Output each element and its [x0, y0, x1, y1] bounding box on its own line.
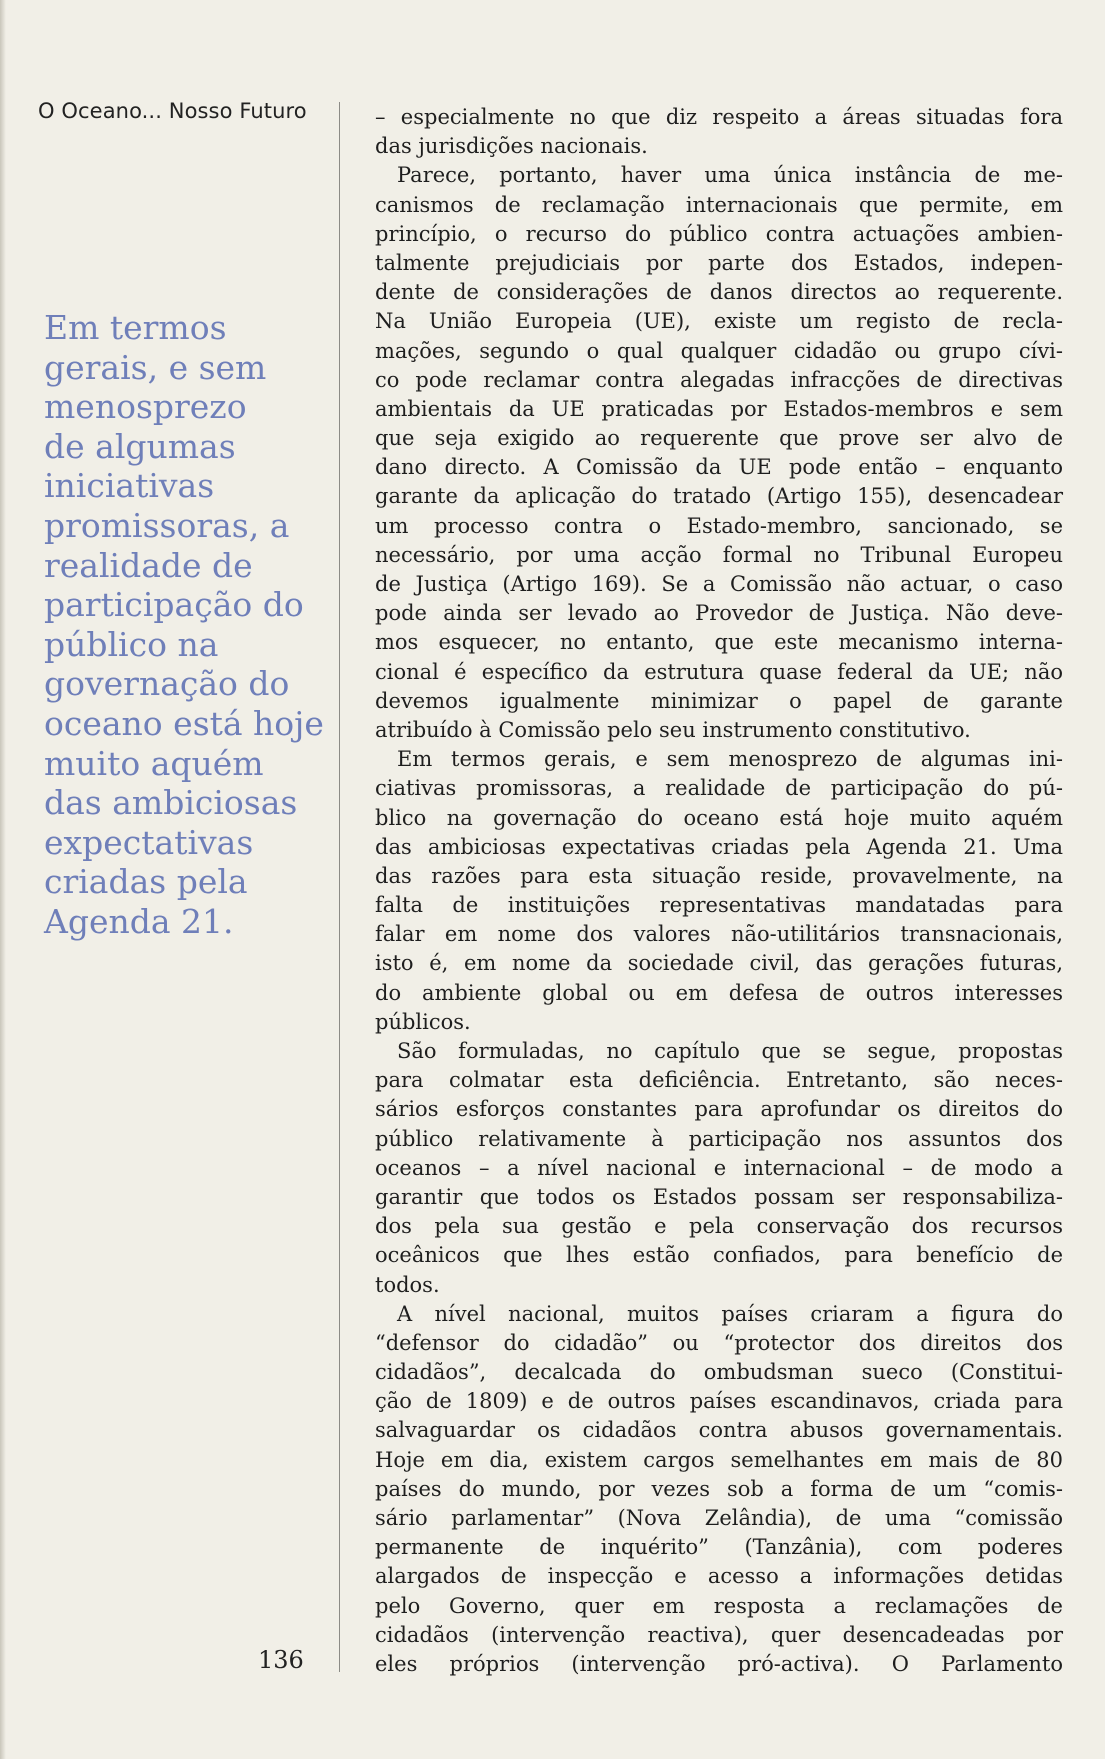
running-header: O Oceano... Nosso Futuro	[38, 99, 307, 123]
body-line: mações, segundo o qual qualquer cidadão ou grupo cívi-	[375, 338, 1063, 363]
body-line: A nível nacional, muitos países criaram a figura do	[397, 1301, 1063, 1326]
body-line: cional é específico da estrutura quase federal da UE; não	[375, 659, 1063, 684]
body-line: de Justiça (Artigo 169). Se a Comissão não actuar, o caso	[375, 572, 1063, 596]
body-line: ção de 1809) e de outros países escandinavos, criada para	[375, 1389, 1063, 1414]
body-line: “defensor do cidadão” ou “protector dos direitos dos	[375, 1330, 1063, 1355]
body-line: oceanos – a nível nacional e internacional – de modo a	[375, 1155, 1063, 1180]
body-line: oceânicos que lhes estão confiados, para benefício de	[375, 1243, 1063, 1268]
body-line: permanente de inquérito” (Tanzânia), com poderes	[375, 1535, 1063, 1560]
body-line: devemos igualmente minimizar o papel de garante	[375, 688, 1063, 713]
body-line: alargados de inspecção e acesso a informações detidas	[375, 1564, 1063, 1589]
body-line: Em termos gerais, e sem menosprezo de algumas ini-	[397, 747, 1063, 772]
body-line: Hoje em dia, existem cargos semelhantes em mais de 80	[375, 1447, 1063, 1472]
body-line: das jurisdições nacionais.	[375, 134, 648, 159]
column-divider	[339, 102, 340, 1672]
pull-quote	[44, 308, 344, 942]
pull-quote-line: expectativas	[44, 822, 254, 862]
body-line: canismos de reclamação internacionais que permite, em	[375, 192, 1063, 217]
pull-quote-line: iniciativas	[44, 466, 215, 506]
body-line: garantir que todos os Estados possam ser responsabiliza-	[375, 1184, 1063, 1209]
body-line: falta de instituições representativas mandatadas para	[375, 893, 1063, 918]
body-line: das razões para esta situação reside, provavelmente, na	[375, 863, 1063, 888]
body-line: um processo contra o Estado-membro, sancionado, se	[375, 513, 1063, 538]
body-line: que seja exigido ao requerente que prove ser alvo de	[375, 426, 1063, 451]
body-line: dos pela sua gestão e pela conservação dos recursos	[375, 1214, 1063, 1239]
body-line: cidadãos”, decalcada do ombudsman sueco (Constitui-	[375, 1360, 1063, 1385]
pull-quote-line: menosprezo	[44, 387, 247, 427]
body-line: mos esquecer, no entanto, que este mecanismo interna-	[375, 630, 1063, 655]
body-line: públicos.	[375, 1009, 471, 1034]
body-line: garante da aplicação do tratado (Artigo 155), desencadear	[375, 484, 1063, 509]
pull-quote-line: governação do	[44, 664, 290, 704]
body-line: do ambiente global ou em defesa de outros interesses	[375, 980, 1063, 1005]
body-line: sários esforços constantes para aprofundar os direitos do	[375, 1097, 1063, 1122]
pull-quote-line: Agenda 21.	[44, 901, 234, 941]
body-line: dente de considerações de danos directos ao requerente.	[375, 280, 1063, 305]
body-line: atribuído à Comissão pelo seu instrumento constitutivo.	[375, 717, 971, 742]
pull-quote-line: muito aquém	[44, 743, 264, 783]
pull-quote-line: criadas pela	[44, 862, 248, 902]
body-line: isto é, em nome da sociedade civil, das gerações futuras,	[375, 951, 1063, 976]
pull-quote-line: de algumas	[44, 426, 236, 466]
pull-quote-line: oceano está hoje	[44, 703, 324, 743]
body-line: todos.	[375, 1272, 440, 1297]
body-line: pode ainda ser levado ao Provedor de Justiça. Não deve-	[375, 601, 1063, 626]
body-line: dano directo. A Comissão da UE pode então – enquanto	[375, 455, 1063, 480]
body-line: co pode reclamar contra alegadas infracções de directivas	[375, 367, 1063, 392]
pull-quote-line: das ambiciosas	[44, 783, 298, 823]
body-line: necessário, por uma acção formal no Tribunal Europeu	[375, 542, 1063, 567]
body-line: sário parlamentar” (Nova Zelândia), de uma “comissão	[375, 1506, 1063, 1530]
body-line: público relativamente à participação nos assuntos dos	[375, 1126, 1063, 1151]
pull-quote-line: participação do	[44, 585, 304, 625]
body-line: São formuladas, no capítulo que se segue, propostas	[397, 1039, 1063, 1063]
pull-quote-line: público na	[44, 624, 219, 664]
body-line: blico na governação do oceano está hoje muito aquém	[375, 805, 1063, 830]
page-edge-shadow	[0, 0, 6, 1759]
body-line: países do mundo, por vezes sob a forma de um “comis-	[375, 1476, 1063, 1501]
body-line: ambientais da UE praticadas por Estados-membros e sem	[375, 396, 1063, 421]
body-line: eles próprios (intervenção pró-activa). O Parlamento	[375, 1651, 1063, 1676]
body-line: – especialmente no que diz respeito a áreas situadas fora	[375, 105, 1063, 129]
body-line: Parece, portanto, haver uma única instância de me-	[397, 163, 1063, 188]
body-line: das ambiciosas expectativas criadas pela Agenda 21. Uma	[375, 834, 1063, 859]
body-line: cidadãos (intervenção reactiva), quer desencadeadas por	[375, 1622, 1063, 1647]
body-line: ciativas promissoras, a realidade de participação do pú-	[375, 776, 1063, 801]
body-text	[375, 103, 1063, 1679]
body-line: talmente prejudiciais por parte dos Estados, indepen-	[375, 250, 1063, 275]
body-line: pelo Governo, quer em resposta a reclamações de	[375, 1593, 1063, 1618]
page-number: 136	[258, 1646, 304, 1674]
pull-quote-line: promissoras, a	[44, 505, 290, 545]
pull-quote-line: gerais, e sem	[44, 347, 267, 387]
pull-quote-line: realidade de	[44, 545, 253, 585]
body-line: Na União Europeia (UE), existe um registo de recla-	[375, 309, 1063, 334]
body-line: princípio, o recurso do público contra actuações ambien-	[375, 221, 1063, 246]
body-line: para colmatar esta deficiência. Entretanto, são neces-	[375, 1068, 1063, 1093]
body-line: salvaguardar os cidadãos contra abusos governamentais.	[375, 1418, 1063, 1443]
body-line: falar em nome dos valores não-utilitários transnacionais,	[375, 922, 1063, 947]
pull-quote-line: Em termos	[44, 308, 227, 347]
